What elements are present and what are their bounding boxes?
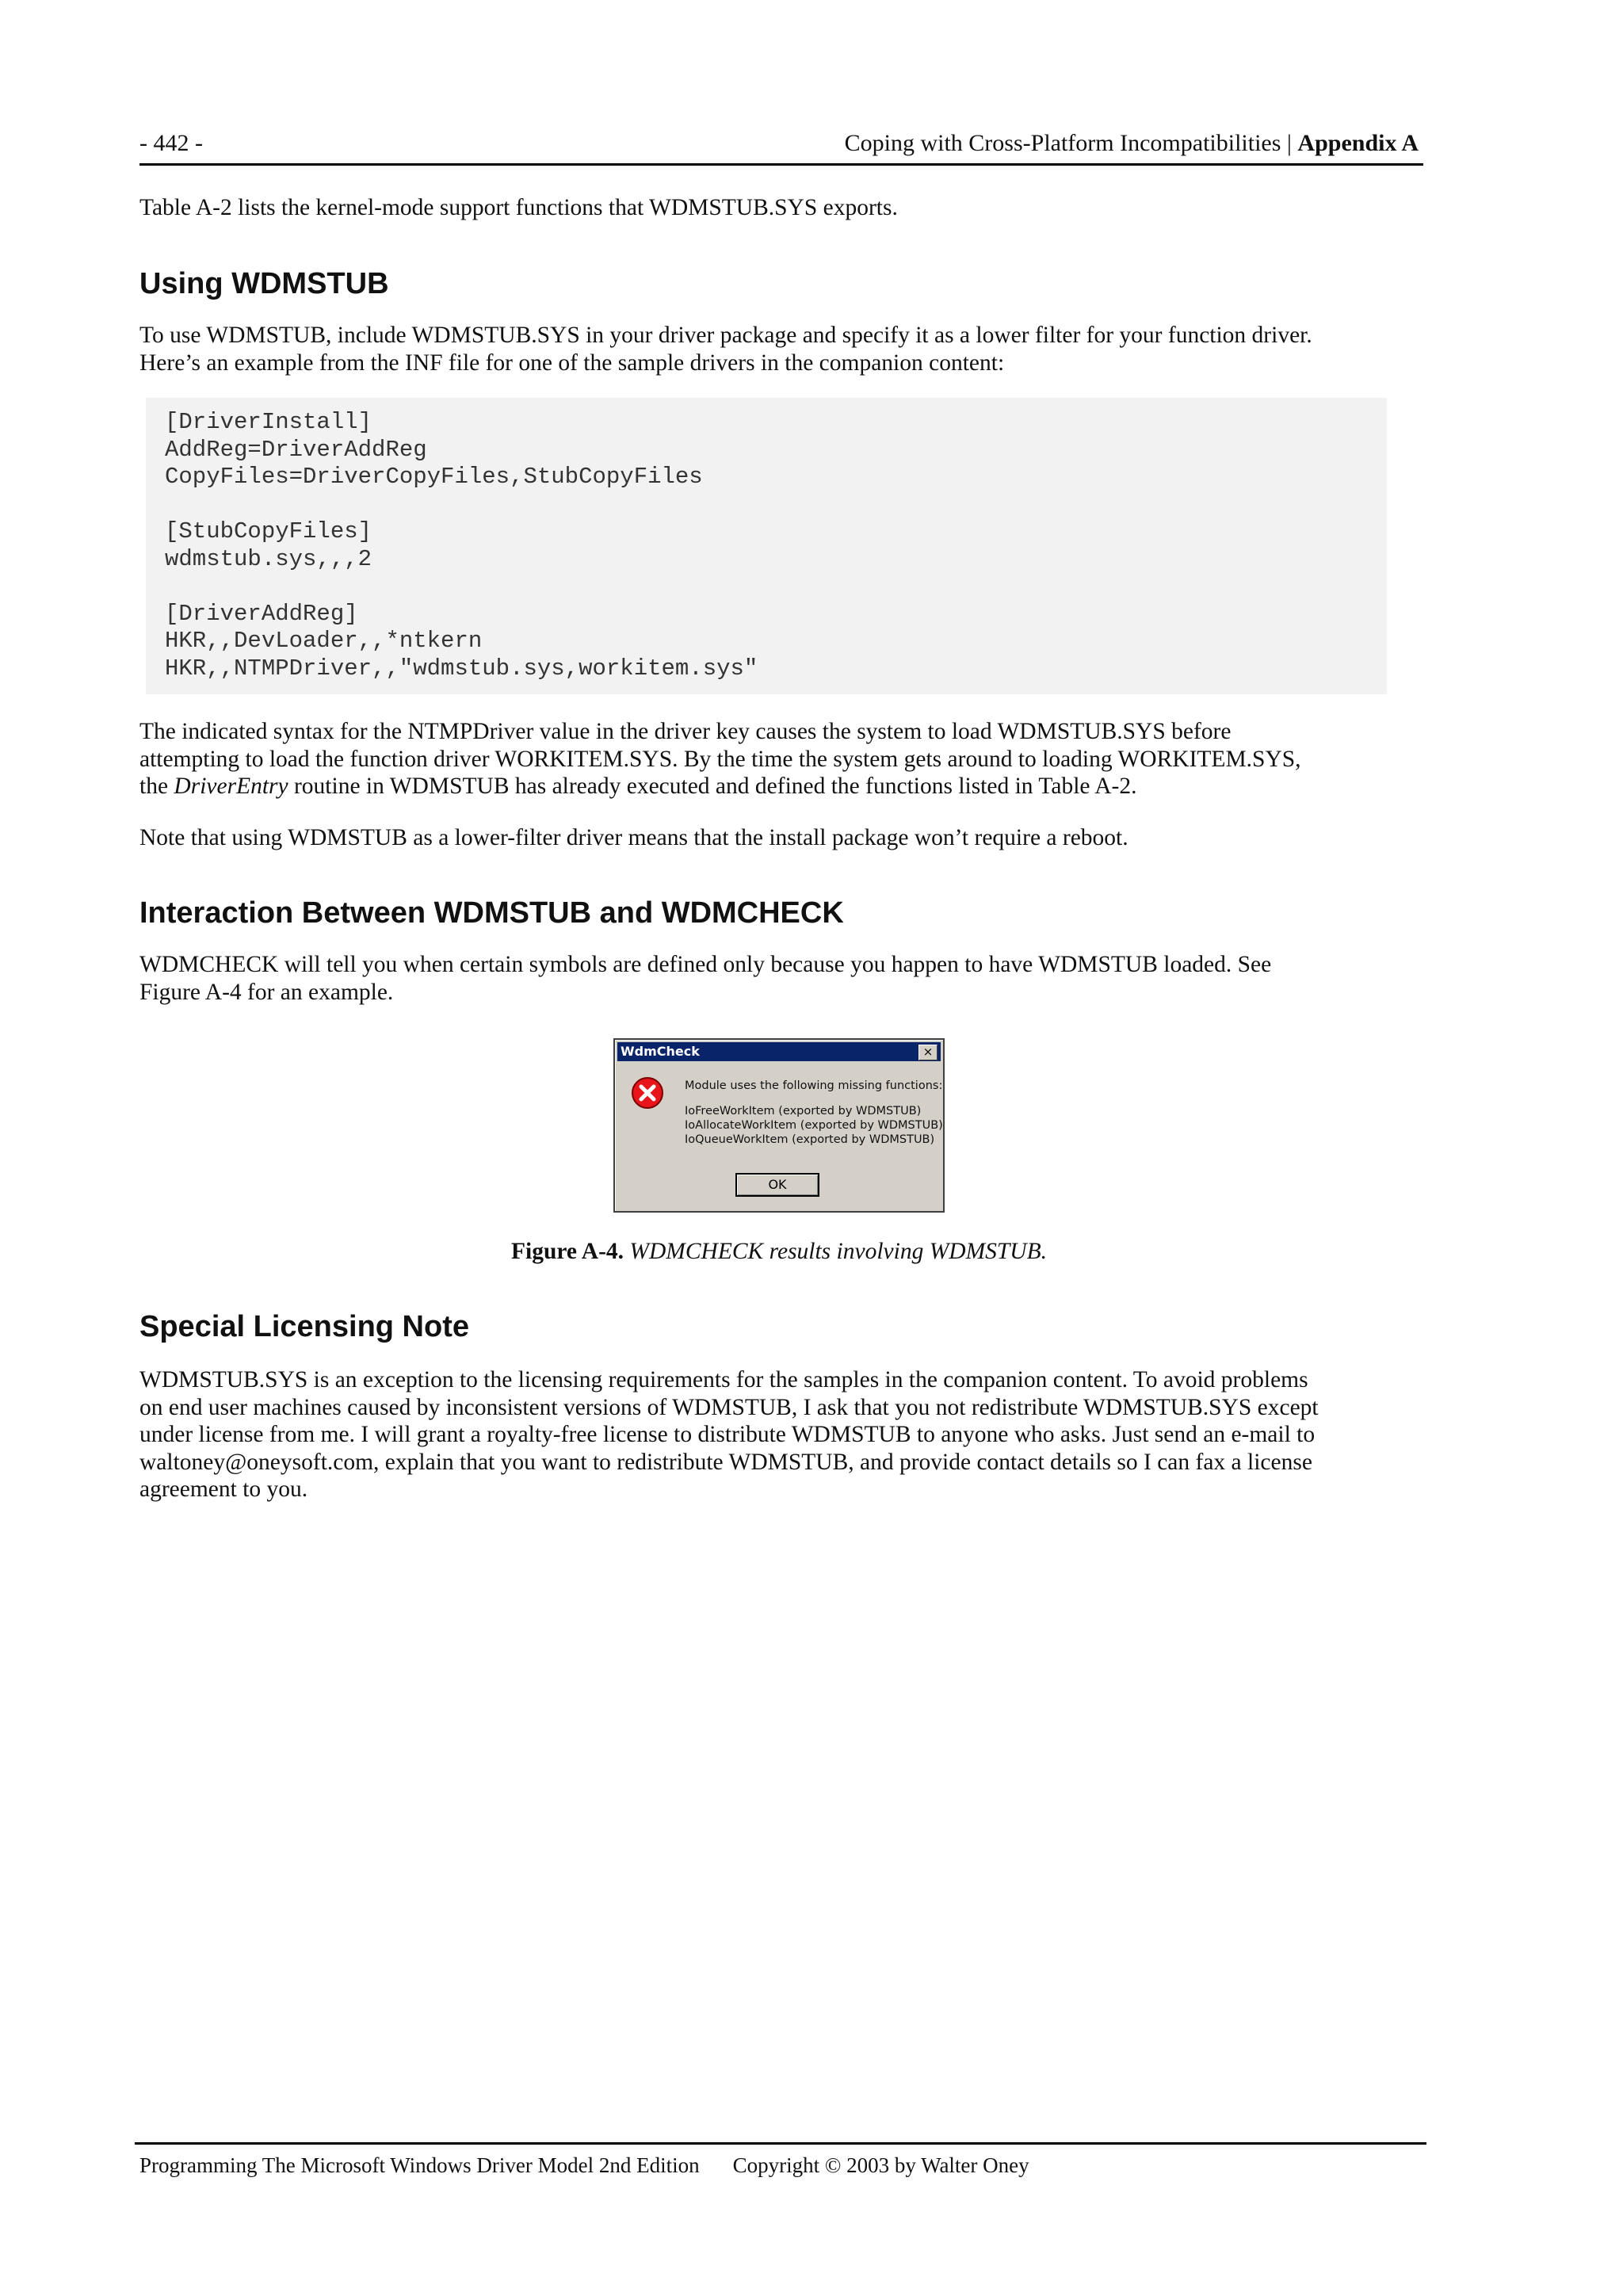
page-number: - 442 -: [139, 130, 203, 156]
licensing-paragraph: [139, 1366, 1384, 1503]
figure-label: Figure A-4.: [511, 1239, 624, 1264]
paragraph-line: The indicated syntax for the NTMPDriver value in the driver key causes the system to load WDMSTUB.SYS before: [139, 719, 1232, 744]
missing-function-item: IoFreeWorkItem (exported by WDMSTUB): [685, 1105, 922, 1117]
missing-function-item: IoAllocateWorkItem (exported by WDMSTUB): [685, 1119, 943, 1132]
close-icon: ×: [918, 1045, 938, 1060]
section-heading-using-wdmstub: Using WDMSTUB: [139, 267, 389, 300]
section-heading-licensing: Special Licensing Note: [139, 1310, 469, 1343]
dialog-title: WdmCheck: [621, 1044, 700, 1059]
running-title-text: Coping with Cross-Platform Incompatibilities |: [844, 130, 1298, 156]
using-wdmstub-paragraph: [139, 322, 1384, 376]
page-footer: [139, 2153, 1029, 2178]
paragraph-line: attempting to load the function driver WORKITEM.SYS. By the time the system gets around to loading WORKITEM.SYS,: [139, 746, 1301, 772]
paragraph-line: agreement to you.: [139, 1477, 308, 1502]
reboot-note-paragraph: Note that using WDMSTUB as a lower-filter driver means that the install package won’t require a reboot.: [139, 825, 1128, 850]
driverentry-italic: DriverEntry: [174, 774, 288, 799]
section-heading-interaction: Interaction Between WDMSTUB and WDMCHECK: [139, 896, 844, 930]
paragraph-line: Here’s an example from the INF file for one of the sample drivers in the companion content:: [139, 350, 1005, 376]
dialog-message: Module uses the following missing functions:: [685, 1079, 943, 1092]
paragraph-line: [139, 773, 1384, 800]
figure-caption: [0, 1239, 1558, 1265]
paragraph-line: WDMSTUB.SYS is an exception to the licensing requirements for the samples in the companion content. To avoid problems: [139, 1367, 1308, 1392]
paragraph-line: waltoney@oneysoft.com, explain that you want to redistribute WDMSTUB, and provide contact details so I can fax a license: [139, 1449, 1312, 1475]
dialog-titlebar: [617, 1042, 941, 1061]
paragraph-line: WDMCHECK will tell you when certain symbols are defined only because you happen to have WDMSTUB loaded. See: [139, 952, 1272, 977]
missing-function-item: IoQueueWorkItem (exported by WDMSTUB): [685, 1133, 935, 1146]
page-header: [139, 130, 1423, 166]
footer-book-title: Programming The Microsoft Windows Driver Model 2nd Edition: [139, 2153, 700, 2177]
footer-copyright: Copyright © 2003 by Walter Oney: [732, 2153, 1029, 2177]
paragraph-line: To use WDMSTUB, include WDMSTUB.SYS in your driver package and specify it as a lower filter for your function driver.: [139, 323, 1312, 348]
figure-caption-text: WDMCHECK results involving WDMSTUB.: [624, 1239, 1047, 1264]
text-run: routine in WDMSTUB has already executed and defined the functions listed in Table A-2.: [288, 774, 1137, 799]
wdmcheck-dialog-screenshot: [613, 1038, 945, 1213]
running-title-appendix: Appendix A: [1297, 130, 1419, 156]
intro-paragraph: Table A-2 lists the kernel-mode support functions that WDMSTUB.SYS exports.: [139, 195, 898, 220]
paragraph-line: Figure A-4 for an example.: [139, 979, 394, 1005]
paragraph-line: under license from me. I will grant a royalty-free license to distribute WDMSTUB to anyone who asks. Just send an e-mail to: [139, 1422, 1316, 1447]
running-title: [845, 130, 1419, 157]
paragraph-line: on end user machines caused by inconsistent versions of WDMSTUB, I ask that you not redistribute WDMSTUB.SYS except: [139, 1394, 1319, 1420]
footer-rule: [135, 2142, 1426, 2145]
inf-code-block: [DriverInstall] AddReg=DriverAddReg CopyFiles=DriverCopyFiles,StubCopyFiles [StubCopyFiles] wdmstub.sys,,,2 [DriverAddReg] HKR,,DevLoader,,*ntkern HKR,,NTMPDriver,,"wdmstub.sys,workitem.sys": [146, 398, 1387, 694]
error-icon: [631, 1076, 664, 1110]
text-run: the: [139, 774, 174, 799]
ntmpdriver-paragraph: [139, 718, 1384, 800]
interaction-paragraph: [139, 951, 1384, 1006]
ok-button: OK: [735, 1173, 819, 1197]
